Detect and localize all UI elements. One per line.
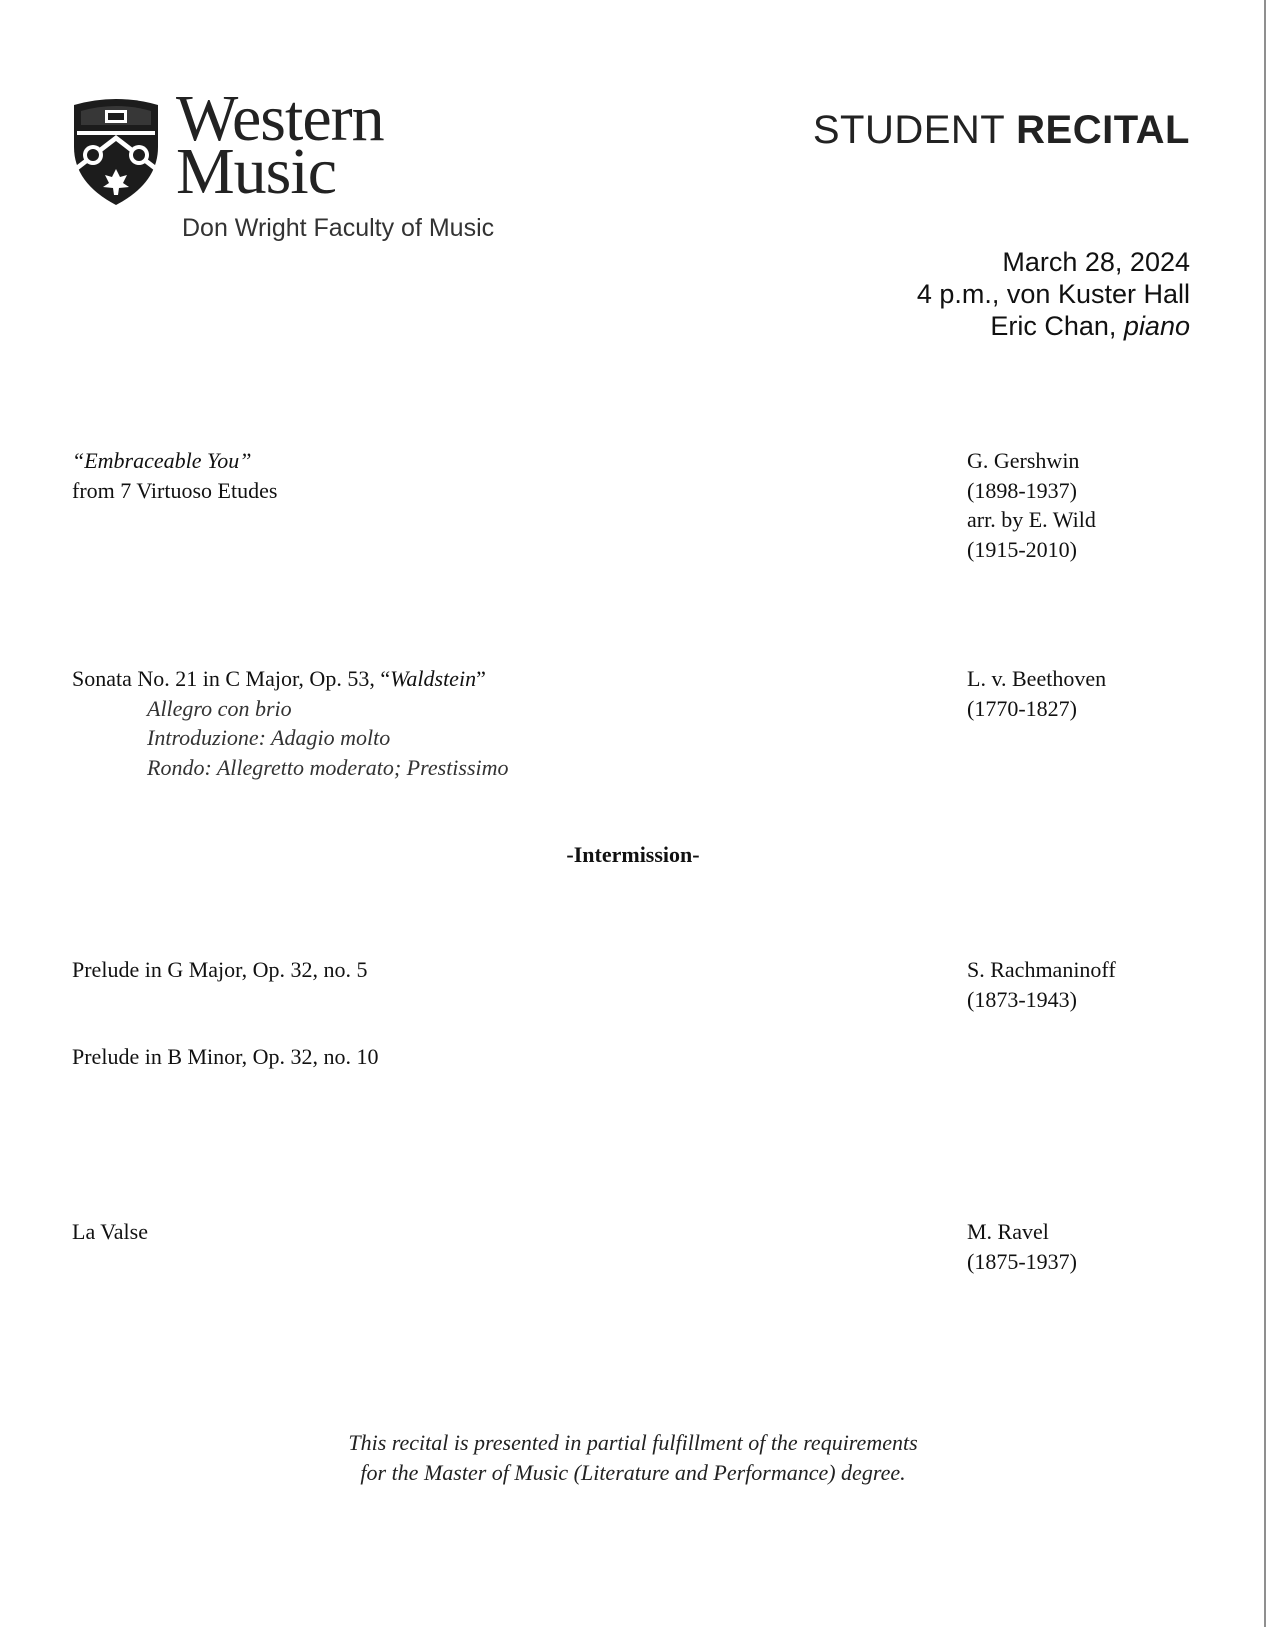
piece-title: La Valse (72, 1219, 148, 1244)
western-shield-logo (71, 95, 161, 207)
piece-beethoven (72, 664, 509, 782)
intermission: -Intermission- (566, 842, 700, 867)
title-student: STUDENT (812, 108, 1005, 152)
composer-gershwin (967, 446, 1096, 564)
composer-dates: (1770-1827) (967, 695, 1077, 721)
composer-ravel (967, 1217, 1077, 1276)
page-title (813, 108, 1190, 153)
degree-footnote (0, 1428, 1266, 1487)
footnote-line-2: for the Master of Music (Literature and Performance) degree. (360, 1459, 906, 1485)
title-nickname: Waldstein (390, 666, 477, 691)
event-date: March 28, 2024 (1002, 247, 1190, 277)
composer-dates: (1873-1943) (967, 986, 1077, 1012)
performer-name: Eric Chan, (990, 311, 1117, 341)
arranger-dates: (1915-2010) (967, 536, 1077, 562)
title-recital: RECITAL (1016, 108, 1190, 152)
composer-beethoven (967, 664, 1106, 723)
piece-source: from 7 Virtuoso Etudes (72, 477, 278, 503)
movement-2: Introduzione: Adagio molto (147, 725, 391, 750)
movement-1: Allegro con brio (147, 695, 292, 721)
piece-gershwin (72, 446, 277, 505)
composer-name: L. v. Beethoven (967, 666, 1107, 691)
performer-instrument: piano (1123, 311, 1190, 341)
composer-name: G. Gershwin (967, 448, 1080, 473)
piece-ravel (72, 1217, 148, 1247)
piece-title: Prelude in B Minor, Op. 32, no. 10 (72, 1044, 379, 1069)
title-suffix: ” (476, 666, 486, 691)
event-performer (917, 310, 1190, 342)
piece-title: “Embraceable You” (72, 448, 252, 473)
wordmark (176, 82, 384, 208)
arranger-name: arr. by E. Wild (967, 507, 1096, 532)
composer-rachmaninoff (967, 955, 1116, 1014)
piece-rachmaninoff-g (72, 955, 367, 985)
piece-title: Prelude in G Major, Op. 32, no. 5 (72, 957, 368, 982)
composer-dates: (1875-1937) (967, 1248, 1077, 1274)
piece-rachmaninoff-b (72, 1042, 379, 1072)
event-time-venue: 4 p.m., von Kuster Hall (916, 279, 1190, 309)
composer-dates: (1898-1937) (967, 477, 1077, 503)
composer-name: S. Rachmaninoff (967, 957, 1116, 982)
movement-3: Rondo: Allegretto moderato; Prestissimo (147, 754, 509, 780)
wordmark-music: Music (176, 135, 336, 208)
title-prefix: Sonata No. 21 in C Major, Op. 53, “ (72, 666, 391, 691)
composer-name: M. Ravel (967, 1219, 1049, 1244)
footnote-line-1: This recital is presented in partial fulfillment of the requirements (348, 1430, 918, 1455)
wordmark-western: Western (176, 82, 384, 155)
faculty-name: Don Wright Faculty of Music (182, 214, 495, 242)
event-info (917, 246, 1190, 342)
piece-title (72, 664, 509, 694)
